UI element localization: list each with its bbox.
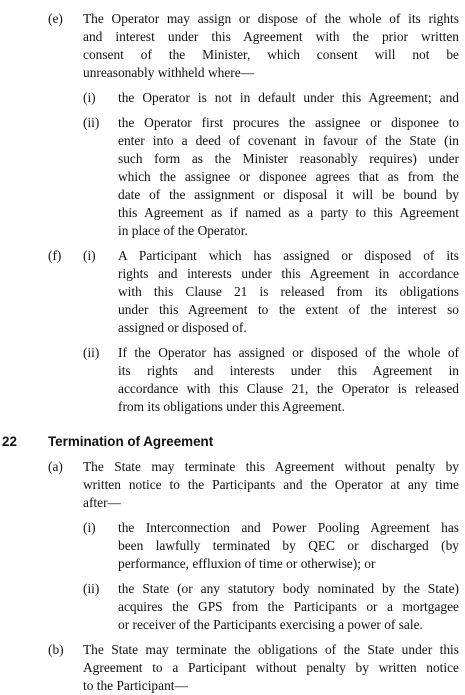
clause-e-ii-line-2: enter into a deed of covenant in favour of the State (in <box>118 133 459 148</box>
clause-label-e: (e) <box>48 11 63 26</box>
clause-label-f: (f) <box>48 248 62 263</box>
clause-f-i-line-5: assigned or disposed of. <box>118 320 247 335</box>
clause-b-line-3: to the Participant— <box>83 678 188 693</box>
clause-e-line-4: unreasonably withheld where— <box>83 65 255 80</box>
clause-e-ii-line-5: date of the assignment or disposal it will be bound by <box>118 187 459 202</box>
clause-e-ii-line-4: which the assignee or disponee agrees that as from the <box>118 169 459 184</box>
clause-f-i-line-4: under this Agreement to the extent of the interest so <box>118 302 459 317</box>
clause-a-ii-line-2: acquires the GPS from the Participants or a mortgagee <box>118 599 459 614</box>
clause-b-line-1: The State may terminate the obligations of the State under this <box>83 642 459 657</box>
clause-a-line-1: The State may terminate this Agreement without penalty by <box>83 459 459 474</box>
clause-f-ii-line-4: from its obligations under this Agreement. <box>118 399 345 414</box>
clause-f-ii-line-3: accordance with this Clause 21, the Operator is released <box>118 381 459 396</box>
clause-a-ii-line-3: or receiver of the Participants exercising a power of sale. <box>118 617 423 632</box>
clause-e-line-2: and interest under this Agreement with the prior written <box>83 29 459 44</box>
clause-e-line-1: The Operator may assign or dispose of the whole of its rights <box>83 11 459 26</box>
section-title: Termination of Agreement <box>48 434 214 449</box>
clause-label-e-ii: (ii) <box>83 115 100 130</box>
clause-e-ii-line-7: in place of the Operator. <box>118 223 248 238</box>
clause-f-ii-line-2: its rights and interests under this Agreement in <box>118 363 459 378</box>
clause-f-i-line-3: with this Clause 21 is released from its obligations <box>118 284 459 299</box>
clause-label-f-ii: (ii) <box>83 345 100 360</box>
clause-a-i-line-3: performance, effluxion of time or otherwise); or <box>118 556 376 571</box>
clause-e-line-3: consent of the Minister, which consent will not be <box>83 47 459 62</box>
clause-f-i-line-1: A Participant which has assigned or disposed of its <box>118 248 459 263</box>
clause-label-a: (a) <box>48 459 63 474</box>
clause-a-line-2: written notice to the Participants and the Operator at any time <box>83 477 459 492</box>
clause-e-ii-line-1: the Operator first procures the assignee or disponee to <box>118 115 459 130</box>
clause-b-line-2: Agreement to a Participant without penalty by written notice <box>83 660 459 675</box>
clause-e-ii-line-3: such form as the Minister reasonably requires) under <box>118 151 459 166</box>
clause-a-i-line-2: been lawfully terminated by QEC or discharged (by <box>118 538 459 553</box>
clause-a-ii-line-1: the State (or any statutory body nominated by the State) <box>118 581 459 596</box>
clause-a-line-3: after— <box>83 495 121 510</box>
clause-e-ii-line-6: this Agreement as if named as a party to this Agreement <box>118 205 459 220</box>
clause-f-ii-line-1: If the Operator has assigned or disposed of the whole of <box>118 345 459 360</box>
clause-label-b: (b) <box>48 642 64 657</box>
clause-a-i-line-1: the Interconnection and Power Pooling Agreement has <box>118 520 459 535</box>
clause-label-f-i: (i) <box>83 248 96 263</box>
clause-label-a-i: (i) <box>83 520 96 535</box>
clause-e-i-line-1: the Operator is not in default under this Agreement; and <box>118 90 459 105</box>
section-number: 22 <box>2 434 17 449</box>
clause-label-a-ii: (ii) <box>83 581 100 596</box>
clause-label-e-i: (i) <box>83 90 96 105</box>
clause-f-i-line-2: rights and interests under this Agreement in accordance <box>118 266 459 281</box>
